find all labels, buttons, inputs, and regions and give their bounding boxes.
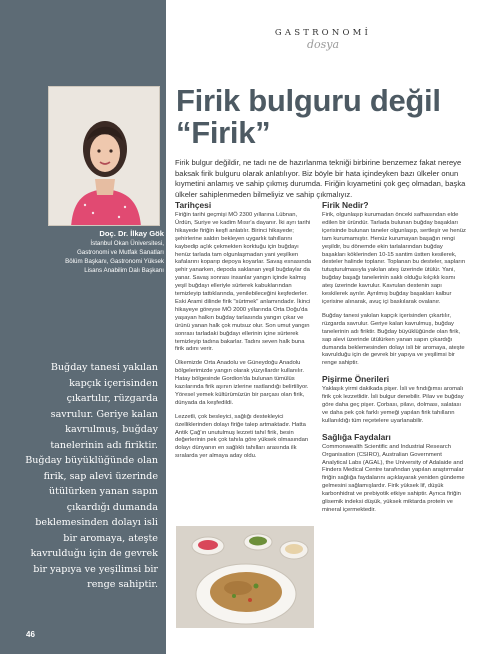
food-photo-image [176,526,314,628]
article-intro: Firik bulgur değildir, ne tadı ne de hazırlanma tekniği birbirine benzemez fakat nereye baksak firik bulguru olarak anlatılıyor. Biz böyle bir hata içindeyken bazı ülkeler onun kıymetini anlamış ve sahip çıkmış durumda. Firiğin kıyametini çok geç olmadan, başka ülkeler sahiplenmeden bilmeliyiz ve sahip çıkmalıyız. [175,158,466,199]
author-title-line-2: Gastronomi ve Mutfak Sanatları [76,249,164,256]
pull-quote: Buğday tanesi yakılan kapçık içerisinden çıkartılır, rüzgarda savrulur. Geriye kalan kavrulmuş, buğday tanelerinin adı firiktir. Buğday büyüklüğünde olan firik, sap alevi üzerinde ütülürken yanan sapın çıkardığı dumanda beklemesinden dolayı isli bir aromaya, ateşte kavrulduğu için de gevrek bir yapıya ve yeşilimsi bir renge sahiptir. [25,362,158,590]
article-title-line-2: “Firik” [176,115,271,150]
brand-name: GASTRONOMİ [274,28,372,38]
heading-health-benefits: Sağlığa Faydaları [322,431,391,442]
author-name: Doç. Dr. İlkay Gök [99,229,164,238]
author-photo-image [49,87,160,226]
author-title-line-1: İstanbul Okan Üniversitesi, [90,240,164,247]
history-paragraph-3: Lezzetli, çok besleyici, sağlığı destekleyici özelliklerinden dolayı firiğe talep artmaktadır. Hatta Antik Çağ'ın unutulmuş lezzeti tahıl firik, besin değerlerinin pek çok tahıla göre yüksek olmasından dolayı dünyanın en sağlıklı tahılları arasında ilk sıralarda yer almaya aday oldu. [175,413,309,460]
cooking-paragraph: Yaklaşık yirmi dakikada pişer. İsli ve fındığımsı aromalı firik çok lezzetlidir. İsli bulgur denebilir. Pilav ve buğday göre daha geç pişer. Çorbası, pilavı, dolması, salatası ve daha pek çok farklı yemeği yapılan firik tahılların kullanıldığı tüm reçetelere uyarlanabilir. [322,386,464,424]
section-label: dosya [306,38,340,51]
right-column [322,200,467,521]
author-title-line-4: Lisans Anabilim Dalı Başkanı [84,267,164,274]
sidebar-panel [0,0,166,654]
article-title-line-1: Firik bulguru değil [176,83,441,118]
article-title [176,85,466,149]
health-paragraph: Commonwealth Scientific and Industrial Research Organisation (CSIRO), Australian Government Analytical Labs (AGAL), the University of Adalaide and Finders Medical Centre tarafından yapılan araştırmalar firiğin sağlığa faydalarını açıklayarak yeniden gündeme gelmesini sağlamışlardır. Firik yüksek lif, düşük karbonhidrat ve prebiyotik etkiye sahiptir. Ayrıca firiğin glisemik indeksi düşük, yüksek miktarda protein ve mineral içermektedir. [322,443,465,513]
what-is-paragraph-2: Buğday tanesi yakılan kapçık içerisinden çıkartılır, rüzgarda savrulur. Geriye kalan kavrulmuş, buğday tanelerinin adı firiktir. Buğday büyüklüğünde olan firik, sap alevi üzerinde ütülürken yanan sapın çıkardığı dumanda beklemesinden dolayı isli bir aromaya, ateşte kavrulduğu için de gevrek bir yapıya ve yeşilimsi bir renge sahiptir. [322,312,465,367]
magazine-brand [166,28,480,51]
what-is-paragraph-1: Firik, olgunlaşıp kurumadan önceki safhasından elde edilen bir üründür. Tarlada bulunan buğday başakları içerisinde bulunan taneler olgunlaşıp, sertleşir ve henüz tam kurumamıştır. Henüz kurumayan başağın rengi yeşildir, bu dönemde ekin tarlalarından buğday başakları köklerinden 10-15 santim üstten kesilerek, desteler halinde toplanır. Toplanan bu desteler, sapların tutuşturulmasıyla yakılan ateş üzerinde ütülür. Yani, buğday başağı tanelerinin saklı olduğu kılçıklı kısmı ateş üzerinde kavrulur. Kavrulan destenin sapı keskilerek ayrılır. Ayrılmış buğday başakları kalbur içerisine alınarak, avuç içi baskılarak ovalanır. [322,212,466,305]
history-paragraph-2: Ülkemizde Orta Anadolu ve Güneydoğu Anadolu bölgelerimizde yangın olarak yüzyıllardır kullanılır. Hatay bölgesinde Gordion'da bulunan tümülüs kazılarında firik aşının izlerine rastlandığı belirtiliyor. Yöresel yemek kültürümüzün bir parçası olan firik, dünyada da keşfedildi. [175,360,309,406]
food-photo [176,526,314,628]
heading-cooking-tips: Pişirme Önerileri [322,374,390,385]
author-title-line-3: Bölüm Başkanı, Gastronomi Yüksek [65,258,164,265]
author-byline [40,229,164,275]
author-photo [48,86,160,226]
heading-what-is-firik: Firik Nedir? [322,200,369,210]
heading-history: Tarihçesi [175,200,212,210]
page-number: 46 [26,630,35,639]
left-column [175,200,315,467]
history-paragraph-1: Firiğin tarihi geçmişi MÖ 2300 yıllarına Lübnan, Ürdün, Suriye ve kadim Mısır'a dayanır. İki ayrı tarihi hikayede firiğin keşfi anlatılır. Birinci hikayede; şehirlerine saldırı bekleyen uygarlık tahıllarını kaybedip açlık çekmekten korktuğu için buğdayı henüz tarlada tam olgunlaşmadan yani yeşilken kafalarını koparıp depoya koyarlar. Savaş esnasında şehir yanarken, depoda saklanan yeşil buğdaylar da yanar. Savaş sonrası insanlar yangın içinde kalmış yeşil buğdayı elleriyle sürterek kabuklarından temizleyip tattıklarında, yenilebileceğini keşfederler. Eski Arami dilinde firik "sürtmek" anlamındadır. İkinci hikayeye göreyse MÖ 2000 yıllarında Orta Doğu'da yaşayan halkın buğday tarlasında yangın çıkar ve ürünü yanan halk çok mutsuz olur. Son umut yangın sonrası tarladaki buğdayı ellerinin içine sürterek temizleyip tadına bakarlar. Tadını seven halk buna firik adını verir. [175,212,312,353]
